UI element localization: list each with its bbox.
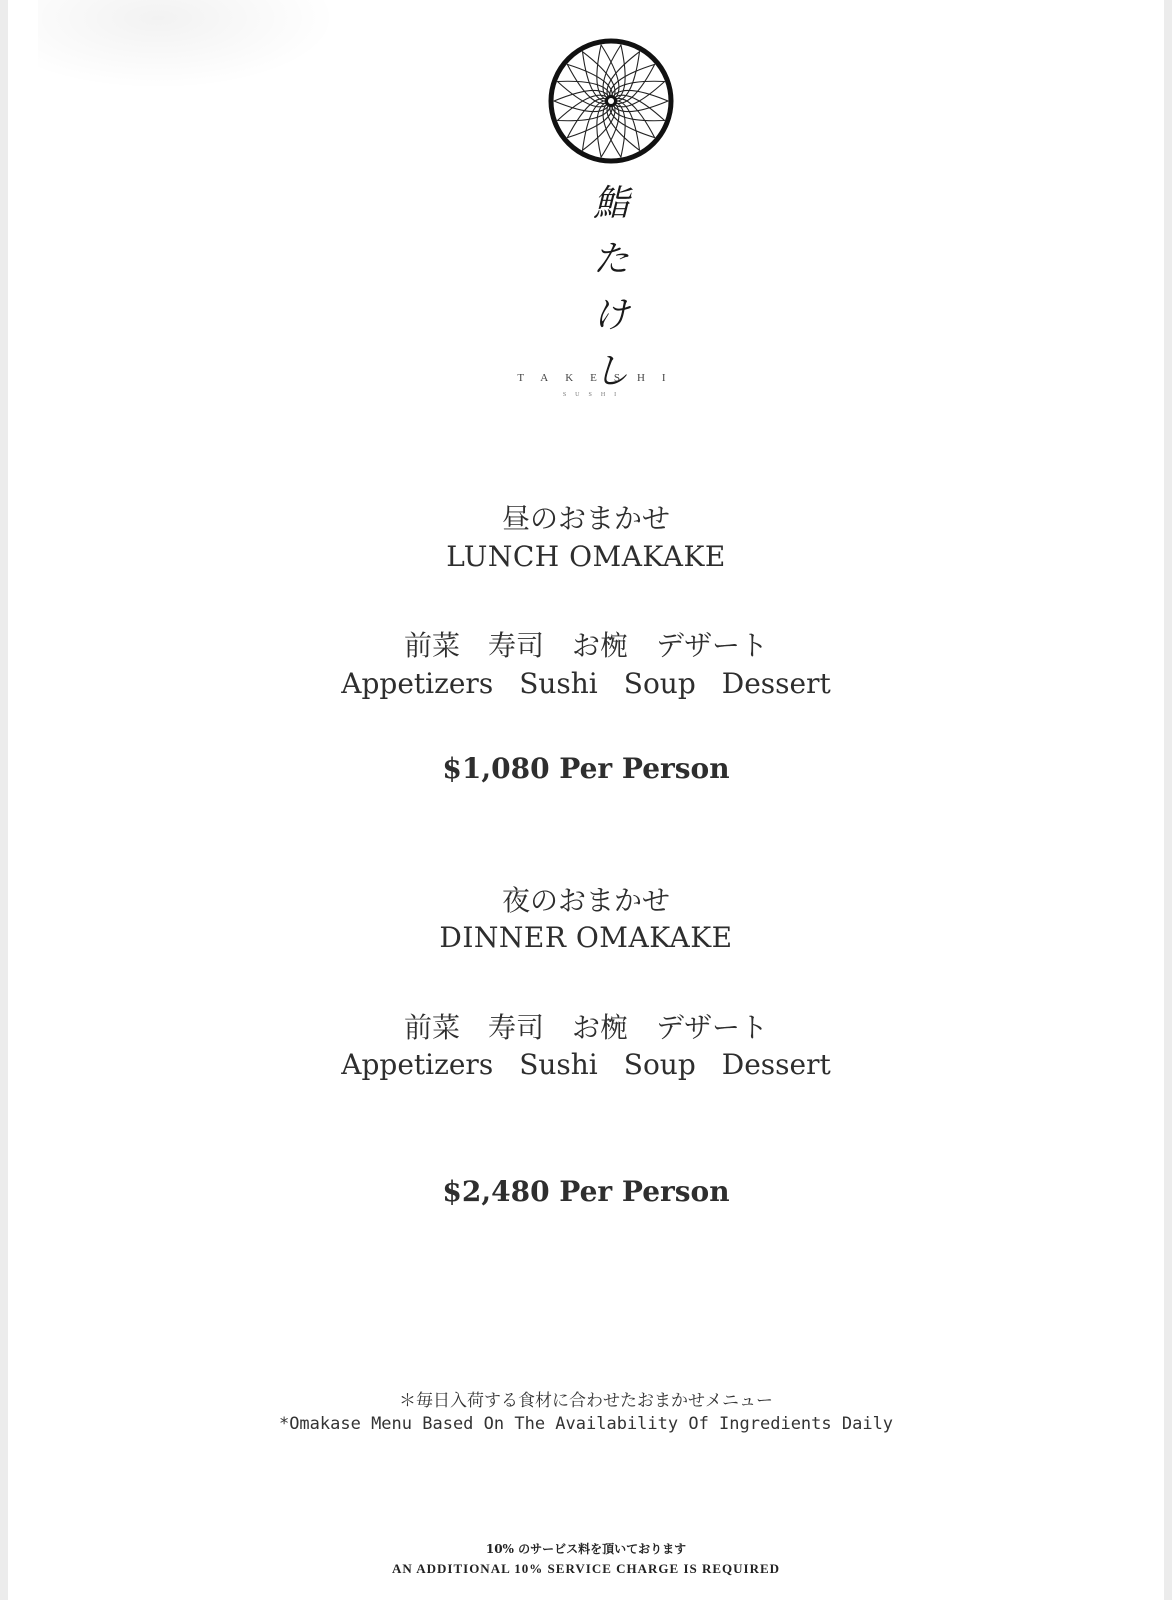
service-charge-jp: 10% のサービス料を頂いております bbox=[485, 1542, 687, 1556]
logo-char: 鮨 bbox=[592, 183, 629, 224]
dinner-title-jp: 夜のおまかせ bbox=[501, 884, 670, 917]
lunch-courses-jp bbox=[8, 624, 1164, 664]
dinner-courses-en bbox=[8, 1048, 1164, 1081]
logo-char: け bbox=[592, 295, 629, 336]
course-item: 前菜 bbox=[403, 1011, 460, 1044]
course-item: Appetizers bbox=[341, 667, 494, 700]
logo-japanese-name bbox=[576, 176, 646, 400]
course-item: 寿司 bbox=[487, 1011, 544, 1044]
course-item: Sushi bbox=[519, 667, 598, 700]
dinner-price: $2,480 Per Person bbox=[442, 1175, 730, 1208]
lunch-courses-en bbox=[8, 667, 1164, 700]
course-item: デザート bbox=[656, 1011, 769, 1044]
availability-note-jp: ＊毎日入荷する食材に合わせたおまかせメニュー bbox=[399, 1391, 773, 1411]
course-item: Dessert bbox=[721, 667, 831, 700]
logo-char: し bbox=[592, 351, 629, 392]
scan-shadow bbox=[38, 0, 338, 90]
logo-subtitle: SUSHI bbox=[562, 392, 626, 398]
course-item: Soup bbox=[623, 667, 696, 700]
dinner-title-en: DINNER OMAKAKE bbox=[439, 921, 733, 954]
course-item: お椀 bbox=[572, 1011, 629, 1044]
lunch-title-jp: 昼のおまかせ bbox=[501, 502, 670, 535]
dinner-courses-jp bbox=[8, 1006, 1164, 1046]
service-charge-en: AN ADDITIONAL 10% SERVICE CHARGE IS REQUIRED bbox=[391, 1561, 781, 1576]
course-item: Dessert bbox=[721, 1048, 831, 1081]
lunch-price: $1,080 Per Person bbox=[442, 752, 730, 785]
circular-mandala-icon bbox=[546, 36, 676, 166]
lunch-title-en: LUNCH OMAKAKE bbox=[446, 540, 726, 573]
course-item: Appetizers bbox=[341, 1048, 494, 1081]
logo-char: た bbox=[592, 239, 629, 280]
logo-english-name: TAKESHI bbox=[517, 372, 683, 384]
course-item: 寿司 bbox=[487, 629, 544, 662]
course-item: 前菜 bbox=[403, 629, 460, 662]
course-item: Sushi bbox=[519, 1048, 598, 1081]
availability-note-en: *Omakase Menu Based On The Availability Of Ingredients Daily bbox=[278, 1414, 894, 1434]
course-item: デザート bbox=[656, 629, 769, 662]
course-item: お椀 bbox=[572, 629, 629, 662]
course-item: Soup bbox=[623, 1048, 696, 1081]
menu-page bbox=[8, 0, 1164, 1600]
